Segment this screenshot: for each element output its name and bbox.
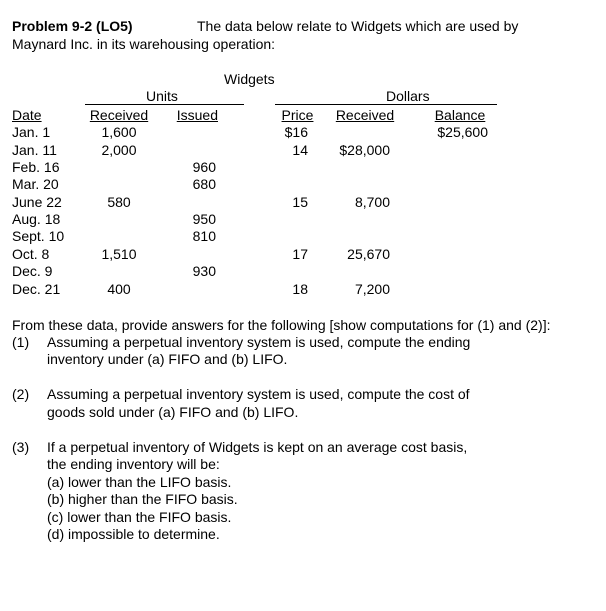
- question-2-line2: goods sold under (a) FIFO and (b) LIFO.: [47, 404, 299, 420]
- cell-received: 400: [107, 281, 131, 297]
- cell-price: 15: [292, 194, 308, 210]
- header-price: Price: [281, 107, 314, 123]
- cell-date: Oct. 8: [12, 246, 50, 262]
- question-2-line1: Assuming a perpetual inventory system is used, compute the cost of: [47, 386, 470, 402]
- question-2-number: (2): [12, 386, 30, 402]
- cell-dollars-received: 7,200: [354, 281, 390, 297]
- dollars-rule: [275, 104, 497, 105]
- question-3-option-d: (d) impossible to determine.: [47, 526, 220, 542]
- cell-date: Feb. 16: [12, 159, 60, 175]
- cell-received: 1,600: [101, 124, 137, 140]
- question-3-option-a: (a) lower than the LIFO basis.: [47, 474, 232, 490]
- intro-text-line2: Maynard Inc. in its warehousing operation:: [12, 36, 276, 52]
- question-1-number: (1): [12, 334, 30, 350]
- cell-received: 580: [107, 194, 131, 210]
- cell-date: Dec. 9: [12, 263, 53, 279]
- cell-dollars-received: $28,000: [339, 142, 390, 158]
- question-1-line1: Assuming a perpetual inventory system is used, compute the ending: [47, 334, 471, 350]
- cell-issued: 950: [192, 211, 216, 227]
- cell-price: 17: [292, 246, 308, 262]
- cell-date: June 22: [12, 194, 62, 210]
- units-group-label: Units: [146, 88, 178, 104]
- dollars-group-label: Dollars: [386, 88, 430, 104]
- cell-balance: $25,600: [437, 124, 488, 140]
- cell-issued: 680: [192, 176, 216, 192]
- header-received: Received: [89, 107, 149, 123]
- cell-date: Mar. 20: [12, 176, 59, 192]
- header-date: Date: [12, 107, 42, 123]
- cell-dollars-received: 25,670: [347, 246, 390, 262]
- cell-dollars-received: 8,700: [354, 194, 390, 210]
- question-3-number: (3): [12, 439, 30, 455]
- question-3-option-b: (b) higher than the FIFO basis.: [47, 491, 238, 507]
- cell-price: 18: [292, 281, 308, 297]
- cell-issued: 930: [192, 263, 216, 279]
- header-issued: Issued: [176, 107, 218, 123]
- cell-date: Sept. 10: [12, 228, 65, 244]
- problem-title: Problem 9-2 (LO5): [12, 18, 133, 34]
- cell-issued: 960: [192, 159, 216, 175]
- units-rule: [85, 104, 244, 105]
- header-balance: Balance: [434, 107, 486, 123]
- table-caption: Widgets: [224, 71, 275, 87]
- cell-date: Dec. 21: [12, 281, 61, 297]
- cell-received: 2,000: [101, 142, 137, 158]
- cell-date: Jan. 1: [12, 124, 51, 140]
- cell-date: Aug. 18: [12, 211, 61, 227]
- cell-price: 14: [292, 142, 308, 158]
- header-dollars-received: Received: [335, 107, 395, 123]
- question-3-option-c: (c) lower than the FIFO basis.: [47, 509, 232, 525]
- question-3-line2: the ending inventory will be:: [47, 456, 220, 472]
- question-3-line1: If a perpetual inventory of Widgets is kept on an average cost basis,: [47, 439, 468, 455]
- cell-issued: 810: [192, 228, 216, 244]
- instructions-text: From these data, provide answers for the following [show computations for (1) and (2)]:: [12, 317, 551, 333]
- cell-date: Jan. 11: [12, 142, 57, 158]
- question-1-line2: inventory under (a) FIFO and (b) LIFO.: [47, 351, 288, 367]
- intro-text-line1: The data below relate to Widgets which are used by: [197, 18, 519, 34]
- cell-received: 1,510: [101, 246, 137, 262]
- cell-price: $16: [284, 124, 308, 140]
